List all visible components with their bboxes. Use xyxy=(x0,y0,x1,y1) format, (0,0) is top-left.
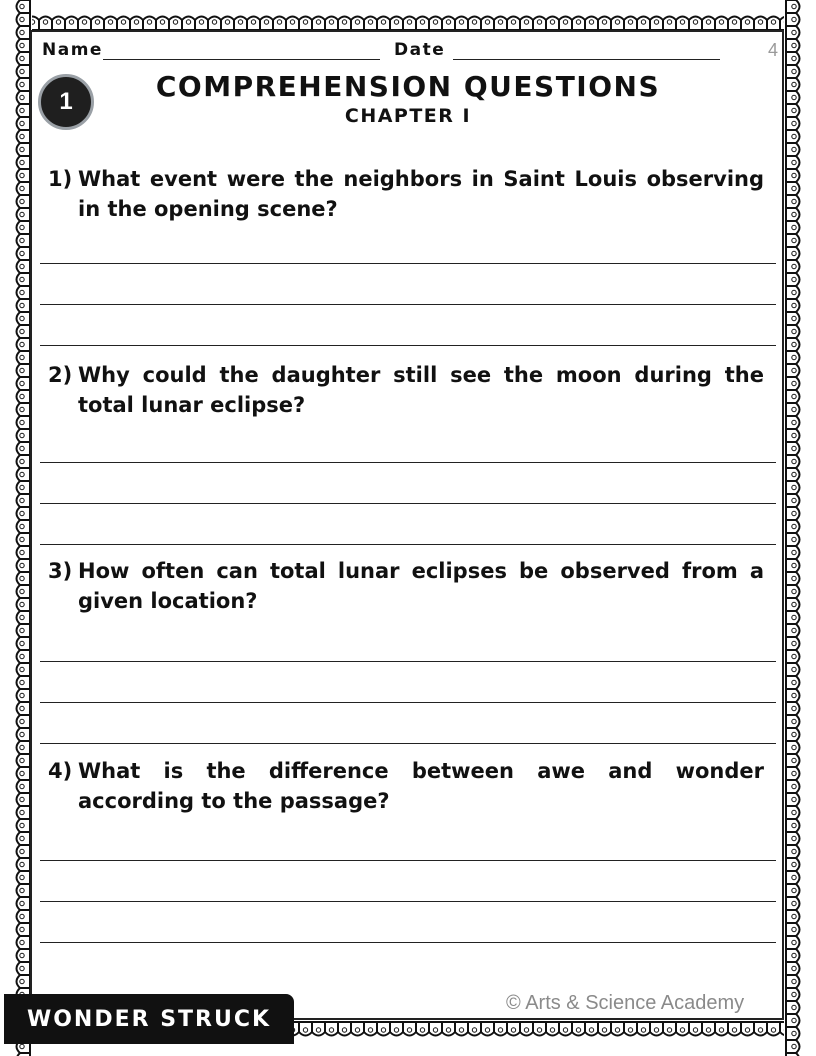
decorative-border-left xyxy=(0,0,32,1056)
question-number: 3) xyxy=(48,559,73,583)
answer-line[interactable] xyxy=(40,702,776,703)
answer-line[interactable] xyxy=(40,942,776,943)
answer-line[interactable] xyxy=(40,263,776,264)
question-number: 1) xyxy=(48,167,73,191)
question-3 xyxy=(48,556,764,616)
decorative-border-right xyxy=(784,0,816,1056)
chapter-subtitle: CHAPTER I xyxy=(344,105,472,127)
answer-line[interactable] xyxy=(40,345,776,346)
brand-label: WONDER STRUCK xyxy=(26,1006,272,1032)
question-text: What is the difference between awe and wonder according to the passage? xyxy=(78,759,764,813)
question-text: What event were the neighbors in Saint Louis observing in the opening scene? xyxy=(78,167,764,221)
question-number: 4) xyxy=(48,759,73,783)
question-1 xyxy=(48,164,764,224)
page-title: COMPREHENSION QUESTIONS xyxy=(155,70,661,103)
question-2 xyxy=(48,360,764,420)
badge-number: 1 xyxy=(59,88,73,115)
answer-line[interactable] xyxy=(40,503,776,504)
date-field-line[interactable] xyxy=(453,59,720,60)
answer-line[interactable] xyxy=(40,901,776,902)
answer-line[interactable] xyxy=(40,860,776,861)
question-4 xyxy=(48,756,764,816)
answer-line[interactable] xyxy=(40,661,776,662)
question-number: 2) xyxy=(48,363,73,387)
decorative-border-top xyxy=(0,0,816,32)
question-text: Why could the daughter still see the moon during the total lunar eclipse? xyxy=(78,363,764,417)
date-label: Date xyxy=(394,40,446,60)
question-text: How often can total lunar eclipses be observed from a given location? xyxy=(78,559,764,613)
answer-line[interactable] xyxy=(40,462,776,463)
copyright-notice: © Arts & Science Academy xyxy=(506,992,745,1014)
page-number: 4 xyxy=(767,40,778,60)
name-field-line[interactable] xyxy=(103,59,380,60)
answer-line[interactable] xyxy=(40,743,776,744)
answer-line[interactable] xyxy=(40,544,776,545)
answer-line[interactable] xyxy=(40,304,776,305)
brand-tab xyxy=(4,994,294,1044)
name-label: Name xyxy=(42,40,103,60)
